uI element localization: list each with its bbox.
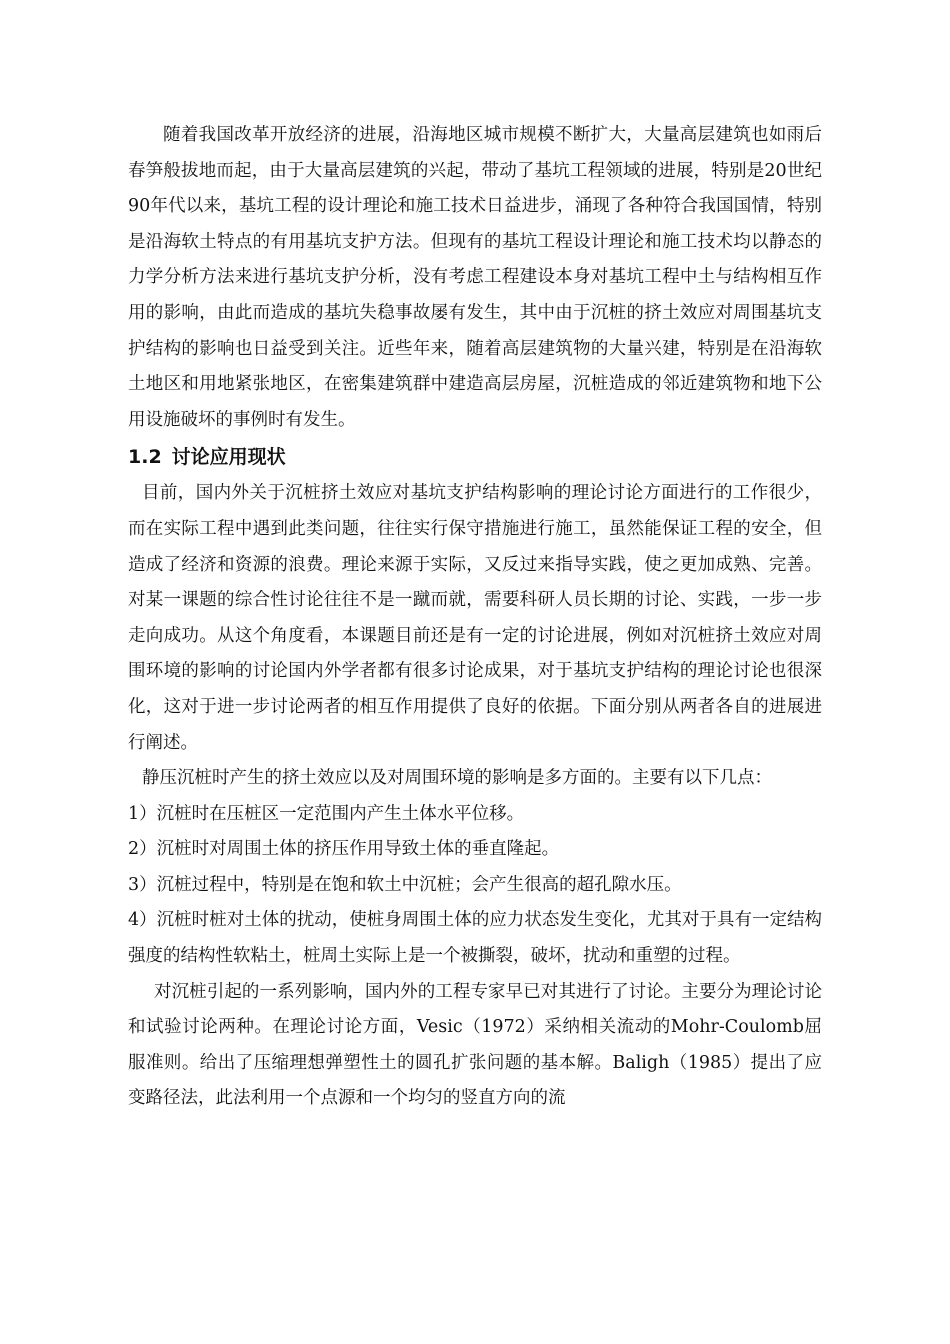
section-number: 1.2 [128, 446, 162, 469]
paragraph-intro: 随着我国改革开放经济的进展，沿海地区城市规模不断扩大，大量高层建筑也如雨后春笋般拔地而起，由于大量高层建筑的兴起，带动了基坑工程领域的进展，特别是20世纪90年代以来，基坑工程的设计理论和施工技术日益进步，涌现了各种符合我国国情，特别是沿海软土特点的有用基坑支护方法。但现有的基坑工程设计理论和施工技术均以静态的力学分析方法来进行基坑支护分析，没有考虑工程建设本身对基坑工程中土与结构相互作用的影响，由此而造成的基坑失稳事故屡有发生，其中由于沉桩的挤土效应对周围基坑支护结构的影响也日益受到关注。近些年来，随着高层建筑物的大量兴建，特别是在沿海软土地区和用地紧张地区，在密集建筑群中建造高层房屋，沉桩造成的邻近建筑物和地下公用设施破坏的事例时有发生。 [128, 125, 822, 430]
section-title: 讨论应用现状 [171, 446, 286, 469]
paragraph-theory: 对沉桩引起的一系列影响，国内外的工程专家早已对其进行了讨论。主要分为理论讨论和试验讨论两种。在理论讨论方面，Vesic（1972）采纳相关流动的Mohr-Coulomb屈服准则。给出了压缩理想弹塑性土的圆孔扩张问题的基本解。Baligh（1985）提出了应变路径法，此法利用一个点源和一个均匀的竖直方向的流 [128, 981, 822, 1109]
paragraph-research-status: 目前，国内外关于沉桩挤土效应对基坑支护结构影响的理论讨论方面进行的工作很少，而在实际工程中遇到此类问题，往往实行保守措施进行施工，虽然能保证工程的安全，但造成了经济和资源的浪费。理论来源于实际，又反过来指导实践，使之更加成熟、完善。对某一课题的综合性讨论往往不是一蹴而就，需要科研人员长期的讨论、实践，一步一步走向成功。从这个角度看，本课题目前还是有一定的讨论进展，例如对沉桩挤土效应对周围环境的影响的讨论国内外学者都有很多讨论成果，对于基坑支护结构的理论讨论也很深化，这对于进一步讨论两者的相互作用提供了良好的依据。下面分别从两者各自的进展进行阐述。 [128, 483, 822, 753]
document-body [128, 118, 822, 1117]
list-item: 4）沉桩时桩对土体的扰动，使桩身周围土体的应力状态发生变化，尤其对于具有一定结构强度的结构性软粘土，桩周土实际上是一个被撕裂，破坏，扰动和重塑的过程。 [128, 910, 822, 967]
paragraph-effects-intro: 静压沉桩时产生的挤土效应以及对周围环境的影响是多方面的。主要有以下几点： [142, 768, 772, 789]
list-item: 2）沉桩时对周围土体的挤压作用导致土体的垂直隆起。 [128, 839, 560, 860]
section-heading [128, 438, 822, 476]
list-item: 1）沉桩时在压桩区一定范围内产生土体水平位移。 [128, 803, 525, 824]
list-item: 3）沉桩过程中，特别是在饱和软土中沉桩；会产生很高的超孔隙水压。 [128, 874, 682, 895]
